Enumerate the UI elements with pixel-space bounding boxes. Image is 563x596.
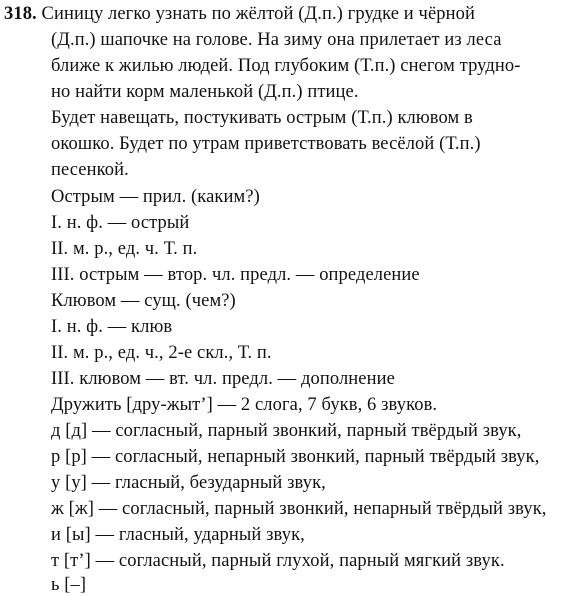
phonetic-title: Дружить [дру-жыт’] — 2 слога, 7 букв, 6 звуков. <box>51 395 438 415</box>
analysis-klyuvom-point-3: III. клювом — вт. чл. предл. — дополнение <box>51 369 395 389</box>
phonetic-row: ж [ж] — согласный, парный звонкий, непарный твёрдый звук, <box>51 499 547 519</box>
exercise-line-1 <box>4 3 475 25</box>
phonetic-row: т [т’] — согласный, парный глухой, парный мягкий звук. <box>51 551 505 571</box>
exercise-line-3: ближе к жилью людей. Под глубоким (Т.п.) снегом трудно- <box>51 56 521 76</box>
exercise-line-2: (Д.п.) шапочке на голове. На зиму она прилетает из леса <box>51 30 502 50</box>
analysis-klyuvom-title: Клювом — сущ. (чем?) <box>51 291 236 311</box>
analysis-klyuvom-point-1: I. н. ф. — клюв <box>51 317 173 337</box>
analysis-ostrym-point-1: I. н. ф. — острый <box>51 213 190 233</box>
exercise-line-6: окошко. Будет по утрам приветствовать весёлой (Т.п.) <box>51 134 481 154</box>
exercise-line-4: но найти корм маленькой (Д.п.) птице. <box>51 82 359 102</box>
phonetic-row: и [ы] — гласный, ударный звук, <box>51 525 305 545</box>
exercise-number: 318. <box>4 4 37 24</box>
analysis-ostrym-title: Острым — прил. (каким?) <box>51 187 260 207</box>
analysis-ostrym-point-3: III. острым — втор. чл. предл. — определение <box>51 265 420 285</box>
exercise-line-5: Будет навещать, постукивать острым (Т.п.) клювом в <box>51 108 473 128</box>
exercise-line-7: песенкой. <box>51 160 129 180</box>
phonetic-row: у [у] — гласный, безударный звук, <box>51 473 326 493</box>
phonetic-row: д [д] — согласный, парный звонкий, парный твёрдый звук, <box>51 421 522 441</box>
phonetic-row: ь [–] <box>51 575 87 595</box>
phonetic-row: р [р] — согласный, непарный звонкий, парный твёрдый звук, <box>51 447 540 467</box>
analysis-klyuvom-point-2: II. м. р., ед. ч., 2-е скл., Т. п. <box>51 343 272 363</box>
analysis-ostrym-point-2: II. м. р., ед. ч. Т. п. <box>51 239 198 259</box>
exercise-text-line: Синицу легко узнать по жёлтой (Д.п.) грудке и чёрной <box>41 4 475 24</box>
